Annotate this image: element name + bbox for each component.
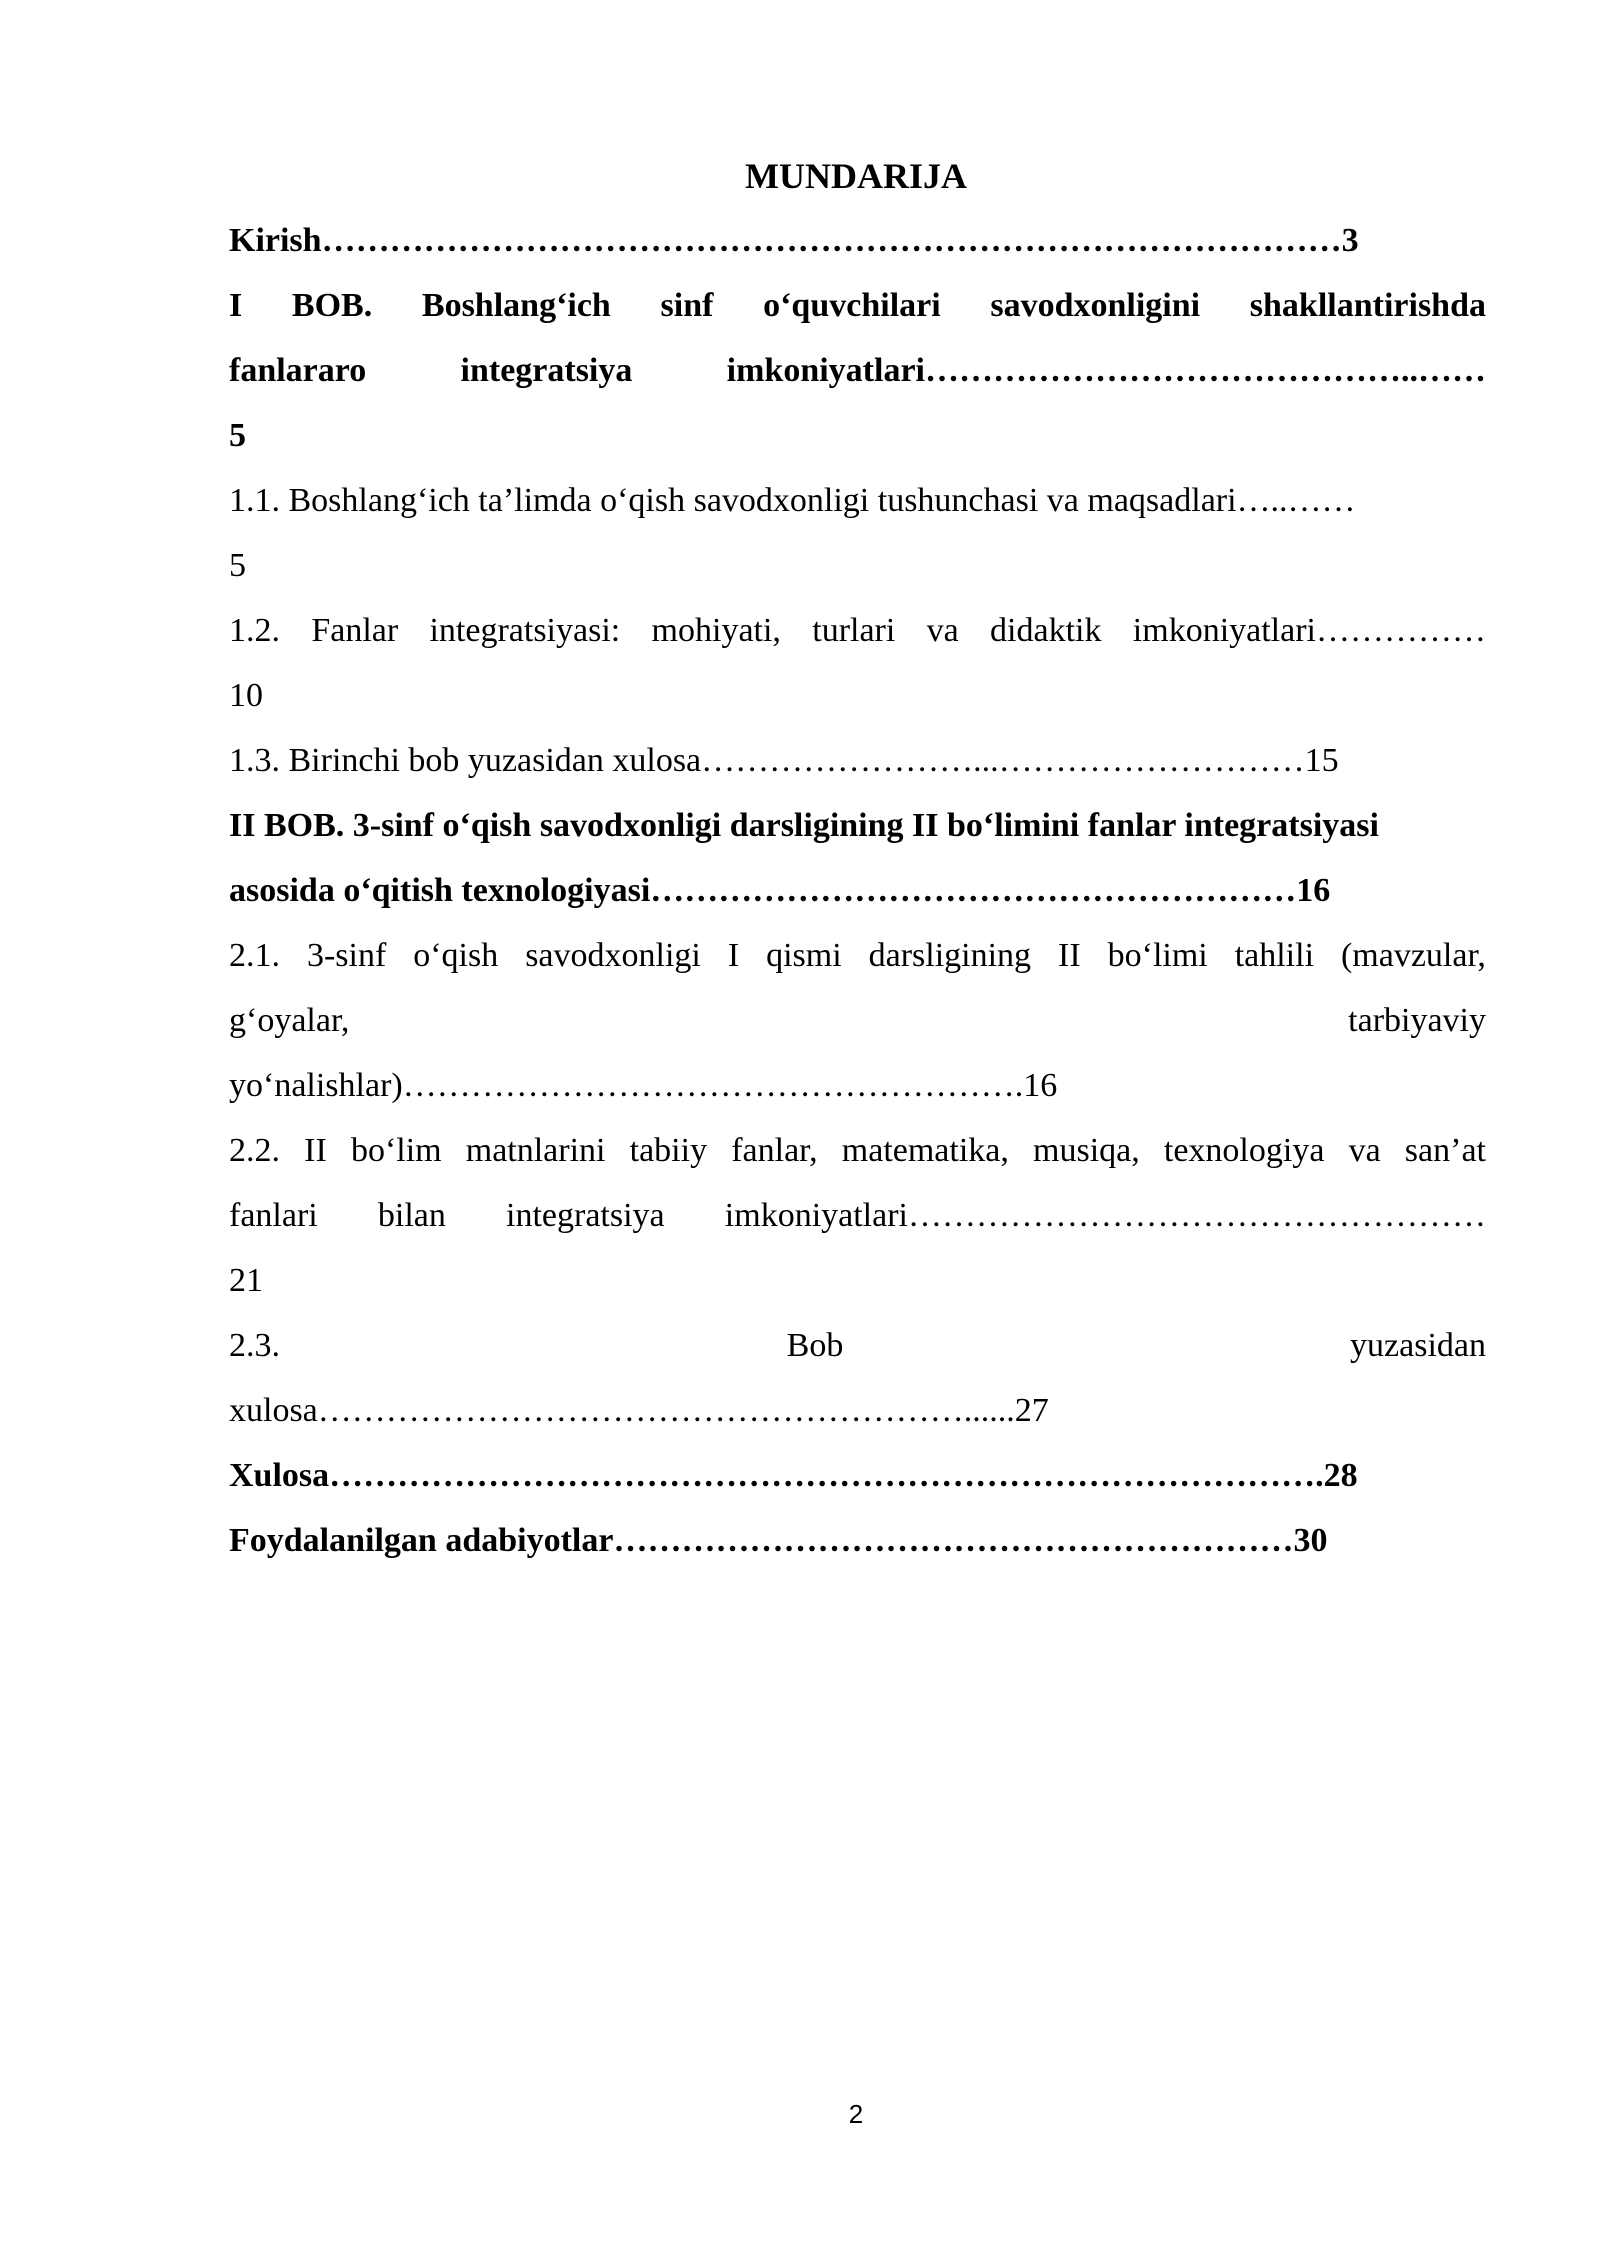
toc-entry-chapter-1-line-2: [229, 345, 1486, 397]
toc-word: mohiyati,: [651, 612, 781, 649]
toc-entry-2-3-line-2: xulosa…………………………………………………......27: [229, 1392, 1049, 1429]
toc-word: shakllantirishda: [1249, 287, 1486, 324]
toc-entry-1-2: [229, 605, 1486, 657]
toc-word: II: [304, 1132, 327, 1169]
toc-entry-kirish: Kirish………………………………………………………………………………3: [229, 222, 1359, 259]
toc-word: imkoniyatlari……………………………………..……: [726, 352, 1486, 389]
toc-word: integratsiyasi:: [429, 612, 621, 649]
toc-page-number: 5: [229, 417, 246, 454]
page-number: 2: [848, 2099, 864, 2129]
toc-word: matematika,: [841, 1132, 1009, 1169]
toc-word: qismi: [766, 937, 842, 974]
toc-word: 2.1.: [229, 937, 280, 974]
toc-entry-chapter-2-line-1: II BOB. 3-sinf o‘qish savodxonligi darsligining II bo‘limini fanlar integratsiyasi: [229, 807, 1379, 844]
toc-word: imkoniyatlari……………: [1132, 612, 1486, 649]
toc-word: I: [727, 937, 740, 974]
toc-word: tahlili: [1234, 937, 1315, 974]
toc-word: I: [229, 287, 243, 324]
toc-word: g‘oyalar,: [229, 1002, 350, 1039]
toc-word: bilan: [377, 1197, 446, 1234]
toc-word: (mavzular,: [1340, 937, 1486, 974]
toc-entry-2-1-line-1: [229, 930, 1486, 982]
toc-entry-2-1-line-2: [229, 995, 1486, 1047]
toc-entry-chapter-1-line-1: [229, 280, 1486, 332]
toc-entry-2-3-line-1: [229, 1320, 1486, 1372]
toc-word: turlari: [812, 612, 896, 649]
toc-word: fanlararo: [229, 352, 367, 389]
toc-word: o‘quvchilari: [763, 287, 941, 324]
toc-word: texnologiya: [1163, 1132, 1325, 1169]
toc-word: 3-sinf: [306, 937, 387, 974]
toc-word: musiqa,: [1033, 1132, 1140, 1169]
toc-page-number: 5: [229, 547, 246, 584]
toc-word: 2.3.: [229, 1327, 280, 1364]
toc-word: tabiiy: [629, 1132, 708, 1169]
toc-word: savodxonligini: [990, 287, 1201, 324]
toc-word: o‘qish: [413, 937, 499, 974]
toc-entry-2-1-line-3: yo‘nalishlar)……………………………………………….16: [229, 1067, 1058, 1104]
toc-word: Bob: [786, 1327, 844, 1364]
toc-entry-foydalanilgan-adabiyotlar: Foydalanilgan adabiyotlar……………………………………………………30: [229, 1522, 1328, 1559]
toc-entry-xulosa: Xulosa…………………………………………………………………………….28: [229, 1457, 1358, 1494]
toc-word: 1.2.: [229, 612, 280, 649]
toc-word: II: [1058, 937, 1081, 974]
toc-word: BOB.: [291, 287, 373, 324]
toc-entry-chapter-2-line-2: asosida o‘qitish texnologiyasi…………………………………………………16: [229, 872, 1331, 909]
toc-word: savodxonligi: [525, 937, 701, 974]
toc-word: va: [1348, 1132, 1381, 1169]
toc-entry-1-1: 1.1. Boshlang‘ich ta’limda o‘qish savodxonligi tushunchasi va maqsadlari…..……: [229, 482, 1356, 519]
toc-word: integratsiya: [506, 1197, 665, 1234]
toc-entry-1-3: 1.3. Birinchi bob yuzasidan xulosa……………………...………………………15: [229, 742, 1339, 779]
toc-word: matnlarini: [465, 1132, 606, 1169]
toc-word: imkoniyatlari……………………………………………: [724, 1197, 1486, 1234]
toc-word: Boshlang‘ich: [421, 287, 611, 324]
toc-word: darsligining: [868, 937, 1032, 974]
toc-word: yuzasidan: [1350, 1327, 1486, 1364]
toc-word: integratsiya: [460, 352, 633, 389]
toc-word: bo‘limi: [1107, 937, 1208, 974]
toc-word: tarbiyaviy: [1348, 1002, 1486, 1039]
toc-entry-2-2-line-2: [229, 1190, 1486, 1242]
toc-word: va: [926, 612, 959, 649]
toc-word: fanlari: [229, 1197, 318, 1234]
toc-word: sinf: [660, 287, 714, 324]
toc-word: Fanlar: [311, 612, 399, 649]
toc-page-number: 10: [229, 677, 263, 714]
toc-word: fanlar,: [731, 1132, 818, 1169]
toc-word: didaktik: [990, 612, 1102, 649]
toc-entry-2-2-line-1: [229, 1125, 1486, 1177]
toc-word: san’at: [1404, 1132, 1486, 1169]
toc-word: bo‘lim: [350, 1132, 442, 1169]
toc-page-number: 21: [229, 1262, 263, 1299]
toc-title: MUNDARIJA: [745, 156, 967, 196]
toc-word: 2.2.: [229, 1132, 280, 1169]
